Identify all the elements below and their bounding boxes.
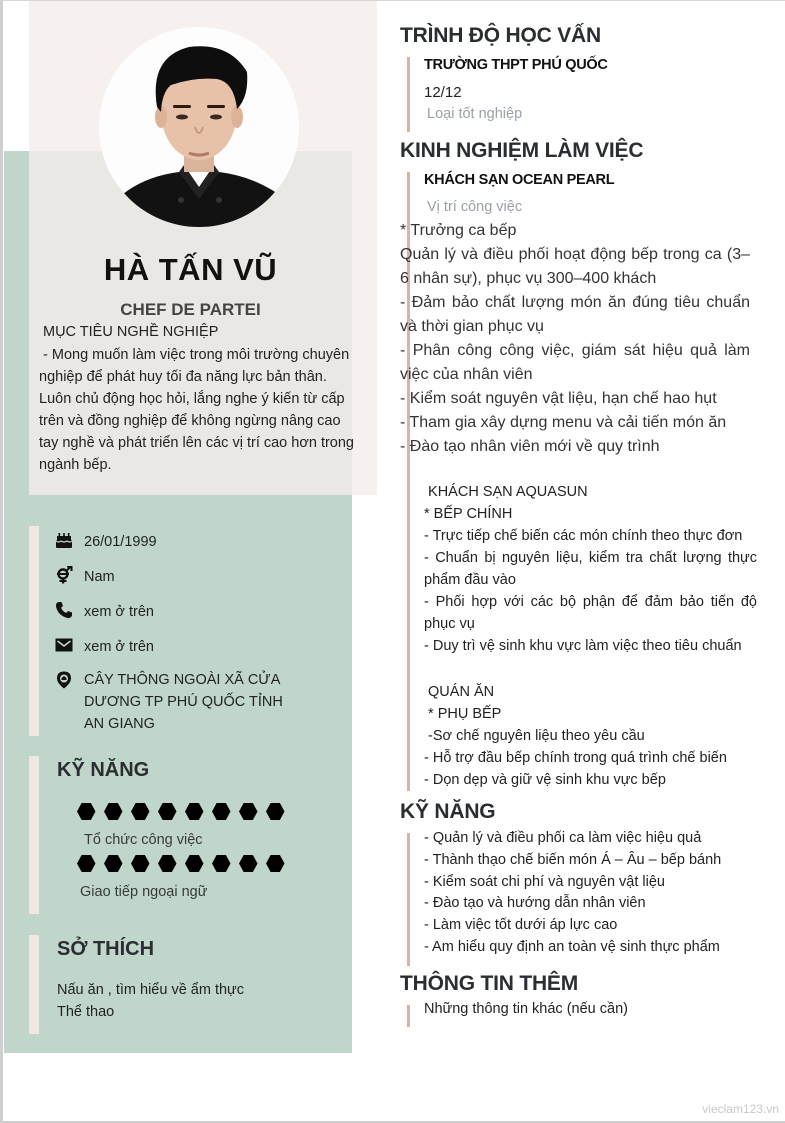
rating-hexagon-icon: [131, 855, 150, 872]
hobby-item: Nấu ăn , tìm hiểu về ẩm thực: [57, 982, 245, 998]
experience-line: - Kiểm soát nguyên vật liệu, hạn chế hao hụt: [400, 390, 717, 407]
email-icon: [55, 636, 73, 654]
experience-2-details: [424, 481, 757, 657]
skill-item: - Thành thạo chế biến món Á – Âu – bếp bánh: [424, 851, 722, 868]
profile-photo-icon: [99, 27, 299, 227]
avatar: [99, 27, 299, 227]
additional-accent-bar: [407, 1005, 410, 1027]
experience-line: - Dọn dẹp và giữ vệ sinh khu vực bếp: [424, 772, 666, 788]
gender-icon: [55, 566, 73, 584]
rating-hexagon-icon: [185, 855, 204, 872]
rating-hexagon-icon: [212, 803, 231, 820]
skills-accent-bar: [29, 756, 39, 914]
contact-email: [55, 636, 314, 658]
education-classification: Loại tốt nghiệp: [427, 106, 523, 122]
education-grade: 12/12: [424, 84, 462, 101]
skill-item: - Kiểm soát chi phí và nguyên vật liệu: [424, 873, 665, 890]
address-text: CÂY THÔNG NGOÀI XÃ CỬA DƯƠNG TP PHÚ QUỐC TỈNH AN GIANG: [84, 672, 283, 732]
objective-title: MỤC TIÊU NGHỀ NGHIỆP: [43, 324, 219, 340]
hobbies-heading: SỞ THÍCH: [57, 938, 155, 960]
skill-item: - Đào tạo và hướng dẫn nhân viên: [424, 895, 646, 912]
rating-hexagon-icon: [158, 803, 177, 820]
experience-line: - Duy trì vệ sinh khu vực làm việc theo tiêu chuẩn: [424, 638, 742, 654]
objective-line: trên và đồng nghiệp để không ngừng nâng cao: [39, 413, 341, 429]
experience-line: - Đảm bảo chất lượng món ăn đúng tiêu chuẩn và thời gian phục vụ: [400, 294, 750, 335]
education-heading: TRÌNH ĐỘ HỌC VẤN: [400, 24, 601, 47]
education-accent-bar: [407, 57, 410, 132]
position-placeholder: Vị trí công việc: [427, 199, 523, 215]
experience-3-details: [424, 681, 757, 791]
experience-heading: KINH NGHIỆM LÀM VIỆC: [400, 139, 644, 162]
experience-line: - Phân công công việc, giám sát hiệu quả làm việc của nhân viên: [400, 342, 750, 383]
birthday-text: 26/01/1999: [84, 534, 157, 550]
rating-hexagon-icon: [266, 855, 285, 872]
skills-list: [424, 828, 721, 959]
hobbies-accent-bar: [29, 935, 39, 1034]
rating-hexagon-icon: [158, 855, 177, 872]
contact-accent-bar: [29, 526, 39, 736]
rating-hexagon-icon: [131, 803, 150, 820]
experience-line: - Phối hợp với các bộ phận để đảm bảo tiến độ phục vụ: [424, 594, 757, 632]
skill-label: Giao tiếp ngoại ngữ: [80, 884, 208, 900]
skill-item: - Am hiểu quy định an toàn vệ sinh thực phẩm: [424, 938, 720, 955]
phone-icon: [55, 601, 73, 619]
job-title: CHEF DE PARTEI: [120, 300, 261, 319]
experience-1-details: [400, 219, 750, 459]
skill-rating-1: [77, 803, 285, 820]
watermark: vieclam123.vn: [702, 1102, 779, 1116]
hobbies-list: [57, 979, 244, 1023]
rating-hexagon-icon: [104, 803, 123, 820]
rating-hexagon-icon: [239, 855, 258, 872]
company-name: KHÁCH SẠN OCEAN PEARL: [424, 172, 615, 188]
experience-line: - Trực tiếp chế biến các món chính theo thực đơn: [424, 528, 743, 544]
hobby-item: Thể thao: [57, 1004, 115, 1020]
gender-text: Nam: [84, 569, 115, 585]
rating-hexagon-icon: [77, 855, 96, 872]
skill-item: - Quản lý và điều phối ca làm việc hiệu quả: [424, 830, 702, 846]
additional-info-text: Những thông tin khác (nếu cần): [424, 1001, 628, 1017]
skills-accent-bar: [407, 833, 410, 966]
side-skills-heading: KỸ NĂNG: [57, 759, 150, 781]
rating-hexagon-icon: [212, 855, 231, 872]
experience-line: - Tham gia xây dựng menu và cải tiến món ăn: [400, 414, 727, 431]
experience-line: * BẾP CHÍNH: [424, 506, 513, 522]
contact-phone: [55, 601, 314, 623]
skills-heading: KỸ NĂNG: [400, 800, 496, 823]
experience-line: -Sơ chế nguyên liệu theo yêu cầu: [424, 728, 645, 744]
skill-label: Tổ chức công việc: [84, 832, 203, 848]
experience-line: - Hỗ trợ đầu bếp chính trong quá trình chế biến: [424, 750, 727, 766]
objective-line: - Mong muốn làm việc trong môi trường chuyên: [39, 347, 350, 363]
additional-info-heading: THÔNG TIN THÊM: [400, 972, 579, 995]
birthday-cake-icon: [55, 531, 73, 549]
rating-hexagon-icon: [239, 803, 258, 820]
rating-hexagon-icon: [185, 803, 204, 820]
objective-line: nghiệp để phát huy tối đa năng lực bản thân.: [39, 369, 327, 385]
email-text[interactable]: xem ở trên: [84, 639, 154, 655]
experience-line: - Đào tạo nhân viên mới về quy trình: [400, 438, 660, 455]
experience-line: * PHỤ BẾP: [424, 706, 502, 722]
skill-rating-2: [77, 855, 285, 872]
candidate-name: HÀ TẤN VŨ: [103, 252, 278, 287]
contact-gender: [55, 566, 314, 588]
experience-line: - Chuẩn bị nguyên liệu, kiểm tra chất lượng thực phẩm đầu vào: [424, 550, 757, 588]
skill-item: - Làm việc tốt dưới áp lực cao: [424, 917, 618, 934]
rating-hexagon-icon: [104, 855, 123, 872]
company-name: QUÁN ĂN: [424, 684, 495, 700]
experience-line: * Trưởng ca bếp: [400, 222, 517, 239]
objective-line: ngành bếp.: [39, 457, 112, 473]
rating-hexagon-icon: [266, 803, 285, 820]
rating-hexagon-icon: [77, 803, 96, 820]
objective-line: tay nghề và phát triển lên các vị trí cao hơn trong: [39, 435, 354, 451]
objective-line: Luôn chủ động học hỏi, lắng nghe ý kiến từ cấp: [39, 391, 345, 407]
company-name: KHÁCH SẠN AQUASUN: [424, 484, 588, 500]
school-name: TRƯỜNG THPT PHÚ QUỐC: [424, 57, 608, 73]
contact-address: [55, 669, 299, 735]
location-pin-icon: [55, 671, 73, 689]
phone-text[interactable]: xem ở trên: [84, 604, 154, 620]
contact-birthday: [55, 531, 314, 553]
experience-line: Quản lý và điều phối hoạt động bếp trong ca (3–6 nhân sự), phục vụ 300–400 khách: [400, 246, 750, 287]
objective-text: [39, 344, 354, 476]
